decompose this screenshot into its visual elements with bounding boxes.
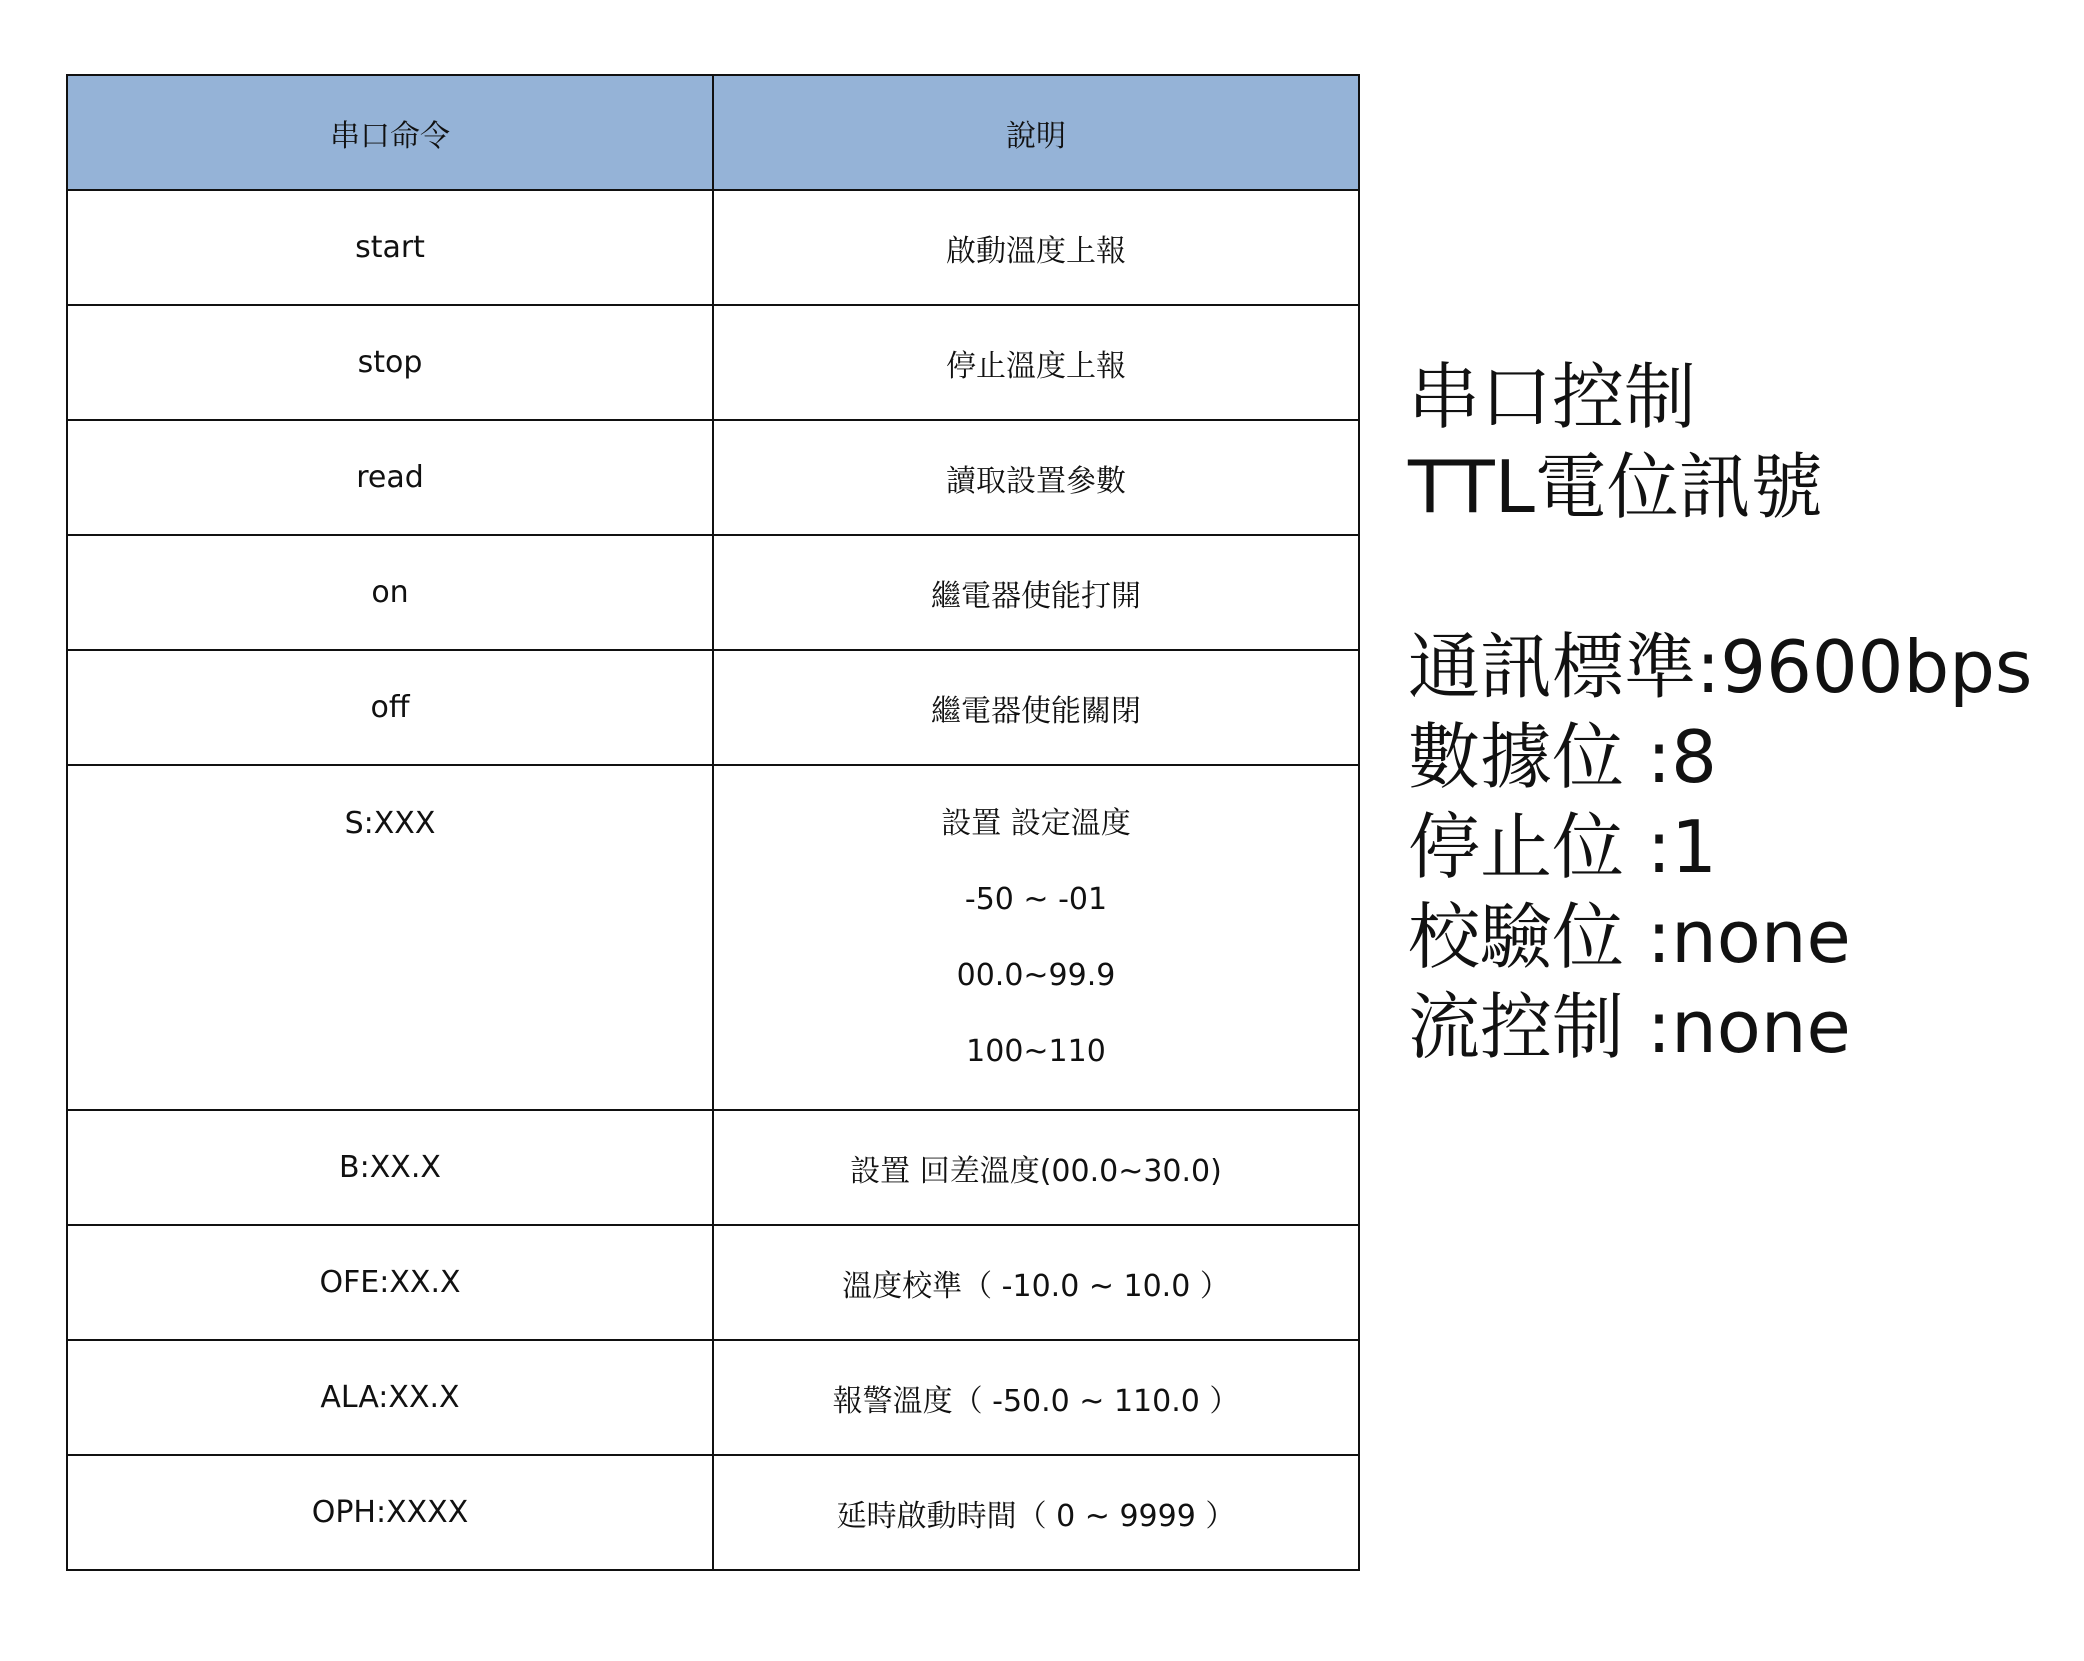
command-cell: B:XX.X: [67, 1110, 713, 1225]
table-row: [67, 1340, 1359, 1455]
table-row: [67, 190, 1359, 305]
param-stop-bits: 停止位 :1: [1408, 805, 1717, 889]
panel-title: 串口控制: [1408, 355, 1697, 439]
serial-settings-panel: [1408, 352, 2032, 1072]
table-row: [67, 535, 1359, 650]
param-parity: 校驗位 :none: [1408, 895, 1851, 979]
table-row: [67, 420, 1359, 535]
description-cell: [713, 765, 1359, 1110]
description-line: -50 ~ -01: [964, 882, 1108, 917]
description-cell: 繼電器使能打開: [713, 535, 1359, 650]
command-cell: ALA:XX.X: [67, 1340, 713, 1455]
description-cell: 讀取設置參數: [713, 420, 1359, 535]
param-baud-rate: 通訊標準:9600bps: [1408, 625, 2033, 709]
table-row: [67, 765, 1359, 1110]
description-cell: 停止溫度上報: [713, 305, 1359, 420]
spacer: [1408, 532, 2032, 622]
command-cell: stop: [67, 305, 713, 420]
header-description: 說明: [713, 75, 1359, 190]
header-command: 串口命令: [67, 75, 713, 190]
param-data-bits: 數據位 :8: [1408, 715, 1717, 799]
serial-command-table: [66, 74, 1360, 1571]
table-row: [67, 650, 1359, 765]
description-cell: 繼電器使能關閉: [713, 650, 1359, 765]
description-line: 設置 設定溫度: [941, 806, 1131, 841]
table-header-row: [67, 75, 1359, 190]
command-cell: [67, 765, 713, 1110]
description-cell: 啟動溫度上報: [713, 190, 1359, 305]
table-row: [67, 1110, 1359, 1225]
description-line: 100~110: [966, 1034, 1106, 1069]
command-text: S:XXX: [344, 806, 436, 841]
command-cell: off: [67, 650, 713, 765]
panel-subtitle: TTL電位訊號: [1408, 445, 1823, 529]
param-flow-control: 流控制 :none: [1408, 985, 1851, 1069]
table-row: [67, 1225, 1359, 1340]
command-cell: OFE:XX.X: [67, 1225, 713, 1340]
table-row: [67, 1455, 1359, 1570]
command-cell: read: [67, 420, 713, 535]
description-cell: 設置 回差溫度(00.0~30.0): [713, 1110, 1359, 1225]
description-line: 00.0~99.9: [956, 958, 1116, 993]
command-cell: on: [67, 535, 713, 650]
command-cell: start: [67, 190, 713, 305]
table-row: [67, 305, 1359, 420]
description-cell: 延時啟動時間（ 0 ~ 9999 ）: [713, 1455, 1359, 1570]
description-cell: 溫度校準（ -10.0 ~ 10.0 ）: [713, 1225, 1359, 1340]
description-cell: 報警溫度（ -50.0 ~ 110.0 ）: [713, 1340, 1359, 1455]
command-cell: OPH:XXXX: [67, 1455, 713, 1570]
